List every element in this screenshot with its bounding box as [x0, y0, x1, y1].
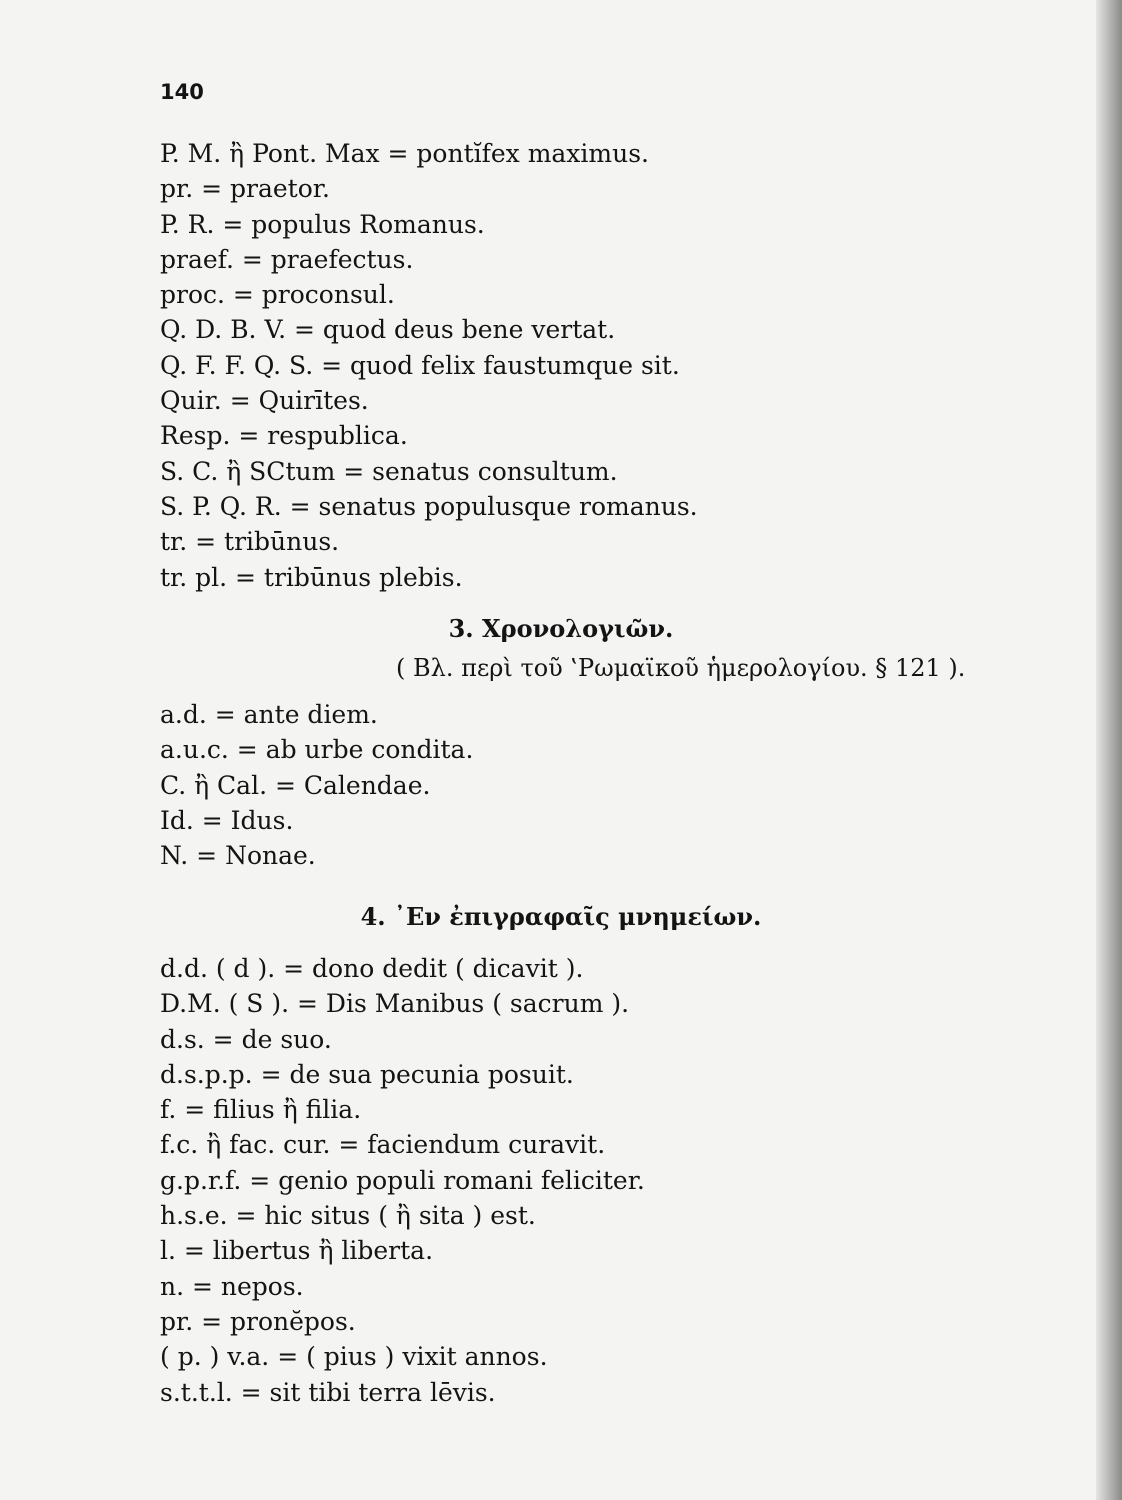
abbreviation-entry: d.s. = de suo. — [160, 1024, 332, 1054]
abbreviation-entry: Q. F. F. Q. S. = quod felix faustumque sit. — [160, 350, 680, 380]
abbreviation-entry: praef. = praefectus. — [160, 244, 414, 274]
section-4-abbreviation-list — [160, 951, 645, 1410]
abbreviation-entry: P. R. = populus Romanus. — [160, 209, 485, 239]
abbreviation-entry: f.c. ἢ fac. cur. = faciendum curavit. — [160, 1130, 606, 1160]
abbreviation-entry: proc. = proconsul. — [160, 280, 395, 310]
abbreviation-entry: ( p. ) v.a. = ( pius ) vixit annos. — [160, 1342, 548, 1372]
section-2-abbreviation-list — [160, 136, 698, 595]
abbreviation-entry: d.d. ( d ). = dono dedit ( dicavit ). — [160, 954, 584, 983]
page-edge-shadow — [1096, 0, 1122, 1500]
abbreviation-entry: S. P. Q. R. = senatus populusque romanus. — [160, 491, 698, 521]
abbreviation-entry: pr. = praetor. — [160, 174, 330, 204]
section-3-reference-note: ( Βλ. περὶ τοῦ ‛Ρωμαϊκοῦ ἡμερολογίου. § 121 ). — [396, 654, 966, 682]
abbreviation-entry: tr. pl. = tribūnus plebis. — [160, 562, 463, 592]
abbreviation-entry: g.p.r.f. = genio populi romani feliciter. — [160, 1165, 645, 1195]
abbreviation-entry: S. C. ἢ SCtum = senatus consultum. — [160, 456, 618, 486]
abbreviation-entry: C. ἢ Cal. = Calendae. — [160, 770, 431, 800]
page-number: 140 — [160, 80, 204, 104]
abbreviation-entry: n. = nepos. — [160, 1271, 304, 1301]
abbreviation-entry: Quir. = Quirītes. — [160, 386, 369, 416]
abbreviation-entry: Id. = Idus. — [160, 805, 294, 835]
abbreviation-entry: a.d. = ante diem. — [160, 700, 378, 729]
section-4-heading: 4. ᾿Εν ἐπιγραφαῖς μνημείων. — [360, 902, 762, 931]
abbreviation-entry: D.M. ( S ). = Dis Manibus ( sacrum ). — [160, 989, 630, 1019]
abbreviation-entry: tr. = tribūnus. — [160, 527, 340, 557]
abbreviation-entry: l. = libertus ἢ liberta. — [160, 1236, 434, 1266]
abbreviation-entry: Resp. = respublica. — [160, 421, 408, 451]
abbreviation-entry: d.s.p.p. = de sua pecunia posuit. — [160, 1059, 574, 1089]
abbreviation-entry: a.u.c. = ab urbe condita. — [160, 735, 474, 765]
abbreviation-entry: P. M. ἢ Pont. Max = pontĭfex maximus. — [160, 139, 649, 168]
abbreviation-entry: N. = Nonae. — [160, 841, 316, 871]
section-3-abbreviation-list — [160, 697, 473, 873]
section-3-heading: 3. Χρονολογιῶν. — [448, 614, 674, 643]
abbreviation-entry: Q. D. B. V. = quod deus bene vertat. — [160, 315, 616, 345]
abbreviation-entry: pr. = pronĕpos. — [160, 1306, 356, 1336]
abbreviation-entry: s.t.t.l. = sit tibi terra lēvis. — [160, 1377, 496, 1407]
abbreviation-entry: h.s.e. = hic situs ( ἢ sita ) est. — [160, 1201, 536, 1231]
abbreviation-entry: f. = filius ἢ filia. — [160, 1095, 362, 1125]
